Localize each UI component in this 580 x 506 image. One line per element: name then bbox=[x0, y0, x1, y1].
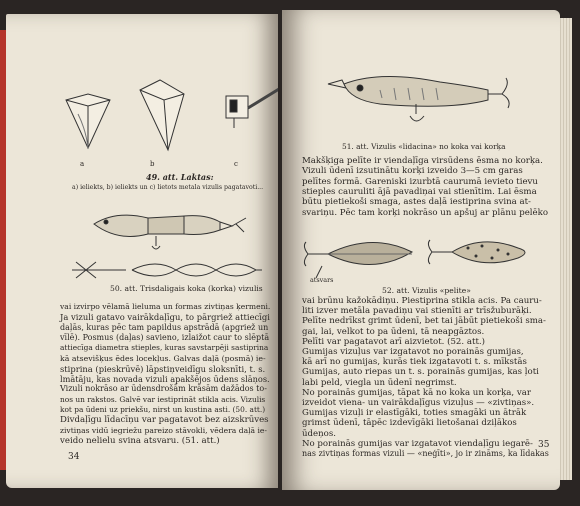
text-line: Vizuli nokrāso ar ūdensdrošām krāsām dažādos to- bbox=[60, 384, 267, 394]
text-line: Pelīte nedrīkst grimt ūdenī, bet tai jābūt pietiekoši sma- bbox=[302, 316, 546, 327]
text-line: kot pa ūdeni uz priekšu, nirst un kustina asti. (50. att.) bbox=[60, 405, 266, 414]
text-line: lmātāju, kas novada vizuli apakšējos ūdens slāņos. bbox=[60, 374, 270, 385]
text-line: kā arī no gumijas, kurās tiek izgatavoti t. s. mīkstās bbox=[302, 357, 527, 368]
right-page-number: 35 bbox=[538, 440, 550, 450]
fig50-caption: 50. att. Trisdaligais koka (korka) vizulis bbox=[110, 284, 263, 293]
fig50-illustration bbox=[86, 202, 276, 292]
page-edges bbox=[560, 18, 572, 480]
right-page bbox=[282, 10, 560, 490]
fig49-caption: a) ieliekts, b) ieliekts un c) lietots metala vizulis pagatavoti... bbox=[72, 184, 264, 191]
fig49-title: 49. att. Laktas: bbox=[146, 172, 214, 182]
text-line: veido nelielu svina atsvaru. (51. att.) bbox=[60, 435, 220, 446]
text-line: Gumijas, auto riepas un t. s. porainās gumijas, kas ļoti bbox=[302, 367, 539, 378]
text-line: attiecīga diametra stieples, kuras savstarpēji sastiprina bbox=[60, 343, 269, 353]
text-line: grimst ūdenī, tāpēc izdevīgāki lietošanai dziļākos bbox=[302, 418, 517, 429]
fig50-lure-body bbox=[94, 215, 246, 249]
text-line: ūdeņos. bbox=[302, 428, 336, 439]
text-line: būtu pietiekoši smaga, astes daļā iestiprina svina at- bbox=[302, 197, 531, 208]
fig52-top-view bbox=[428, 240, 525, 264]
text-line: Makšķiga pelīte ir viendaļīga virsūdens ēsma no korķa. bbox=[302, 156, 543, 166]
text-line: vai brūnu kažokādiņu. Piestiprina stikla acis. Pa cauru- bbox=[302, 296, 542, 306]
fig52-illustration bbox=[302, 236, 542, 286]
left-page bbox=[6, 14, 278, 488]
fig49-part-a bbox=[66, 94, 110, 148]
fig51-caption: 51. att. Vizulis «lidacina» no koka vai korķa bbox=[342, 142, 506, 151]
fig52-side-view bbox=[304, 242, 412, 266]
text-line: stiprina (pieskrūvē) lāpstiņveidīgu sloksnīti, t. s. bbox=[60, 363, 266, 374]
text-line: Divdaļīgu līdacīņu var pagatavot bez aizskrūves bbox=[60, 415, 269, 426]
text-line: Pelīti var pagatavot arī aizvietot. (52. att.) bbox=[302, 336, 485, 347]
fig50-side-view bbox=[72, 262, 262, 278]
fig49-part-c bbox=[226, 86, 278, 128]
text-line: nas zivtiņas formas vizuli — «neģīti», jo ir zināms, ka līdakas bbox=[302, 449, 549, 458]
text-line: Gumijas vizuļus var izgatavot no porainās gumijas, bbox=[302, 347, 524, 357]
fig49-part-b bbox=[140, 80, 184, 150]
text-line: vīlē). Posmus (daļas) savieno, izlaižot caur to slēptā bbox=[60, 332, 270, 342]
fig49-label-b: b bbox=[150, 160, 155, 168]
text-line: labi peld, viegla un ūdenī negrimst. bbox=[302, 377, 457, 388]
text-line: svariņu. Pēc tam korķi nokrāso un apšuj ar plānu pelēko bbox=[302, 207, 548, 218]
text-line: nos un rakstos. Galvē var iestiprināt stikla acis. Vizulis bbox=[60, 394, 266, 404]
fig49-illustration bbox=[56, 70, 276, 170]
text-line: liti izver metāla pavadiņu vai stienīti ar trīsžuburāķi. bbox=[302, 306, 532, 317]
fig52-weight-label: atsvars bbox=[310, 276, 334, 284]
text-line: izveidot viena- un vairākdaļīgus vizuļus — «zivtiņas». bbox=[302, 398, 535, 408]
text-line: Vizuli ūdenī izsutinātu korķi izveido 3—5 cm garas bbox=[302, 166, 523, 177]
left-page-number: 34 bbox=[68, 452, 80, 462]
fig51-illustration bbox=[320, 70, 520, 140]
fig49-label-c: c bbox=[234, 160, 238, 168]
text-line: No porainās gumijas var izgatavot viendaļīgu iegarē- bbox=[302, 438, 533, 449]
fig49-label-a: a bbox=[80, 160, 85, 168]
text-line: daļās, kuras pēc tam papildus apstrādā (apgriež un bbox=[60, 322, 269, 332]
fig52-caption: 52. att. Vizulis «pelite» bbox=[382, 286, 471, 295]
text-line: stieples cauruliti ājā pavadiņai vai stienītim. Lai ēsma bbox=[302, 186, 537, 197]
text-line: zivtiņas vidū iegriežu pareizo stāvokli, vēdera daļā ie- bbox=[60, 425, 267, 435]
text-line: gai, lai, velkot to pa ūdeni, tā neapgāztos. bbox=[302, 326, 485, 337]
text-line: vai izvirpo vēlamā lieluma un formas zivtiņas ķermeni. bbox=[60, 302, 271, 311]
text-line: Gumijas vizuļi ir elastīgāki, toties smagāki un ātrāk bbox=[302, 408, 527, 419]
text-line: kā atsevišķus ēdes locekļus. Galvas daļā (posmā) ie- bbox=[60, 353, 266, 363]
text-line: pelītes formā. Gareniski izurbtā caurumā ievieto tievu bbox=[302, 176, 538, 187]
text-line: No porainās gumijas, tāpat kā no koka un korķa, var bbox=[302, 387, 531, 398]
text-line: Ja vizuli gatavo vairākdaļīgu, to pārgriež attiecīgi bbox=[60, 312, 270, 323]
